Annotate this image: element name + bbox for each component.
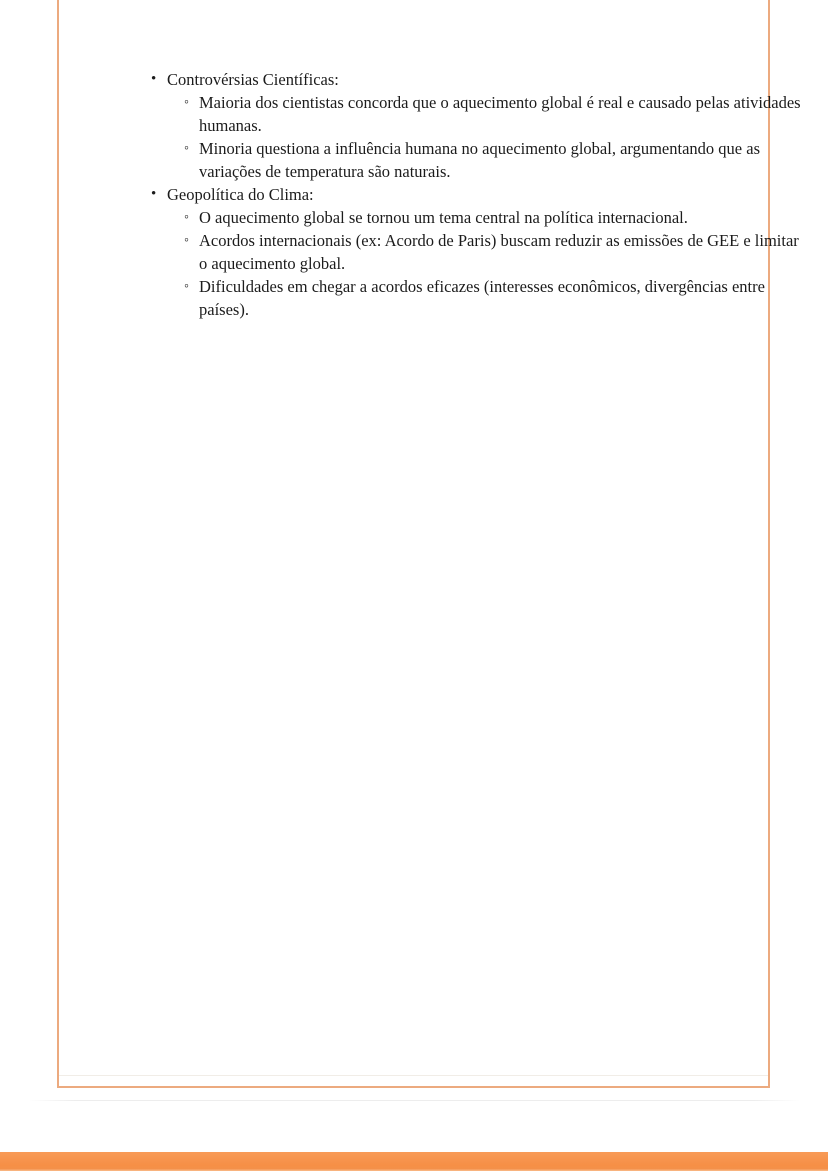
sub-bullet-list <box>167 91 804 183</box>
circle-bullet-icon: ◦ <box>184 279 189 294</box>
circle-bullet-icon: ◦ <box>184 95 189 110</box>
list-item-title: Controvérsias Científicas: <box>167 70 339 89</box>
frame-inner-faint-line <box>59 1075 768 1076</box>
document-body <box>151 68 804 321</box>
list-item-text: Maioria dos cientistas concorda que o aquecimento global é real e causado pelas atividades humanas. <box>199 93 801 135</box>
circle-bullet-icon: ◦ <box>184 233 189 248</box>
bullet-icon: • <box>151 71 157 87</box>
list-item <box>184 91 804 137</box>
circle-bullet-icon: ◦ <box>184 210 189 225</box>
list-item <box>184 275 804 321</box>
list-item-text: O aquecimento global se tornou um tema central na política internacional. <box>199 208 688 227</box>
list-item-body <box>167 183 804 321</box>
list-item-body <box>167 68 804 183</box>
list-item <box>184 206 804 229</box>
list-item-text: Acordos internacionais (ex: Acordo de Paris) buscam reduzir as emissões de GEE e limitar o aquecimento global. <box>199 231 799 273</box>
bullet-list <box>151 68 804 321</box>
bottom-accent-bar <box>0 1152 828 1171</box>
list-item-text: Minoria questiona a influência humana no aquecimento global, argumentando que as variações de temperatura são naturais. <box>199 139 760 181</box>
list-item-text: Dificuldades em chegar a acordos eficazes (interesses econômicos, divergências entre países). <box>199 277 765 319</box>
list-item <box>151 68 804 183</box>
list-item <box>184 137 804 183</box>
circle-bullet-icon: ◦ <box>184 141 189 156</box>
list-item <box>151 183 804 321</box>
list-item <box>184 229 804 275</box>
page-separator-line <box>28 1100 800 1101</box>
sub-bullet-list <box>167 206 804 321</box>
list-item-title: Geopolítica do Clima: <box>167 185 314 204</box>
bullet-icon: • <box>151 186 157 202</box>
page-border-frame <box>57 0 801 1088</box>
